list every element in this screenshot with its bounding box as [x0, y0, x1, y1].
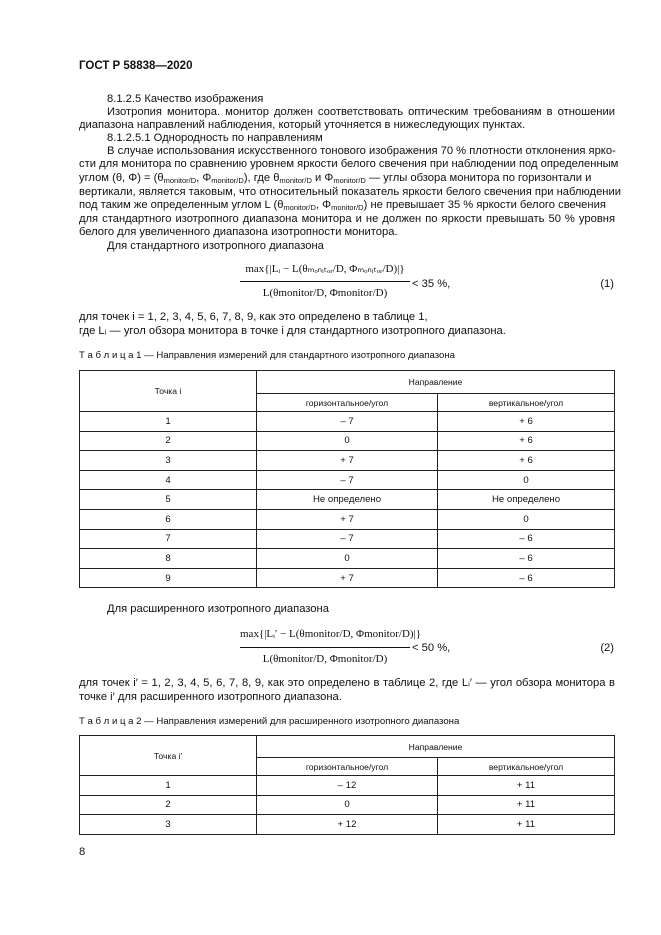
table-cell: – 12: [257, 776, 438, 796]
table-cell: 1: [80, 776, 257, 796]
table-cell: 6: [80, 509, 257, 529]
table-cell: + 11: [438, 815, 615, 835]
formula-denominator: L(θmonitor/D, Φmonitor/D): [262, 653, 388, 665]
table-cell: 0: [257, 431, 438, 451]
formula-number: (1): [600, 278, 614, 290]
table-cell: 3: [80, 451, 257, 471]
column-header-direction: Направление: [257, 736, 615, 758]
table-caption: Т а б л и ц а 1 — Направления измерений для стандартного изотропного диапазона: [79, 350, 455, 361]
table-cell: 3: [80, 815, 257, 835]
table-cell: 1: [80, 412, 257, 432]
formula-numerator: max{|Lᵢ′ − L(θmonitor/D, Φmonitor/D)|}: [240, 628, 422, 640]
table-cell: 0: [257, 795, 438, 815]
table-cell: + 11: [438, 795, 615, 815]
table-cell: 0: [438, 509, 615, 529]
table-cell: 8: [80, 549, 257, 569]
column-header-vertical: вертикальное/угол: [438, 758, 615, 776]
column-header-direction: Направление: [257, 371, 615, 394]
table-row: [80, 815, 615, 835]
table-row: [80, 470, 615, 490]
table-row: [80, 549, 615, 569]
paragraph-line: Изотропия монитора. монитор должен соответствовать оптическим требованиям в отношении: [107, 106, 615, 118]
table-cell: + 6: [438, 431, 615, 451]
paragraph-line: сти для монитора по сравнению уровнем яркости белого свечения при наблюдении под определенным: [79, 158, 619, 170]
table-row: [80, 568, 615, 588]
paragraph-line: углом (θ, $\Phi) = (\theta_{monitor/D}$, $\Phi_{monitor/D}$), где $\theta_{monitor/D}$ и $\Phi_{monitor/D}$ — углы обзора монитора по горизонтали и: [79, 172, 592, 185]
table-cell: + 6: [438, 412, 615, 432]
paragraph-line: для точек i′ = 1, 2, 3, 4, 5, 6, 7, 8, 9, как это определено в таблице 2, где Lᵢ′ — угол обзора монитора в: [79, 677, 615, 689]
table-row: [80, 795, 615, 815]
table-cell: + 12: [257, 815, 438, 835]
table-row: [80, 412, 615, 432]
fraction-bar: [240, 647, 410, 648]
table-caption: Т а б л и ц а 2 — Направления измерений для расширенного изотропного диапазона: [79, 716, 460, 727]
paragraph-line: для точек i = 1, 2, 3, 4, 5, 6, 7, 8, 9, как это определено в таблице 1,: [79, 311, 428, 323]
table-cell: 4: [80, 470, 257, 490]
subsection-title: 8.1.2.5.1 Однородность по направлениям: [107, 132, 323, 144]
table-cell: – 7: [257, 529, 438, 549]
paragraph-line: где Lᵢ — угол обзора монитора в точке i для стандартного изотропного диапазона.: [79, 325, 506, 337]
table-cell: – 6: [438, 529, 615, 549]
table-cell: + 11: [438, 776, 615, 796]
fraction-bar: [240, 281, 410, 282]
paragraph-line: вертикали, является таковым, что относительный показатель яркости белого свечения при наблюдении: [79, 186, 621, 198]
table-cell: 2: [80, 795, 257, 815]
paragraph-line: диапазона направлений наблюдения, который уточняется в нижеследующих пунктах.: [79, 119, 526, 131]
section-title: 8.1.2.5 Качество изображения: [107, 93, 264, 105]
formula-inequality: < 35 %,: [412, 278, 451, 290]
paragraph-line: точке i′ для расширенного изотропного диапазона.: [79, 691, 342, 703]
measurement-table-1: [79, 370, 615, 588]
column-header-point: Точка i: [80, 371, 257, 412]
paragraph-line: Для расширенного изотропного диапазона: [107, 603, 329, 615]
formula-numerator: max{|Lᵢ − L(θₘₒₙᵢₜₒᵣ/D, Φₘₒₙᵢₜₒᵣ/D)|}: [245, 263, 405, 275]
table-cell: – 6: [438, 568, 615, 588]
table-cell: – 6: [438, 549, 615, 569]
paragraph-line: для стандартного изотропного диапазона монитора и не должен по яркости превышать 50 % уровня: [79, 213, 615, 225]
column-header-vertical: вертикальное/угол: [438, 394, 615, 412]
column-header-horizontal: горизонтальное/угол: [257, 394, 438, 412]
table-cell: – 7: [257, 412, 438, 432]
paragraph-line: под таким же определенным углом L ($\theta_{monitor/D}$, $\Phi_{monitor/D}$) не превышает 35 % яркости белого свечения: [79, 199, 606, 212]
table-cell: – 7: [257, 470, 438, 490]
paragraph-line: В случае использования искусственного тонового изображения 70 % плотности отклонения ярко-: [107, 145, 616, 157]
table-cell: 9: [80, 568, 257, 588]
table-cell: + 7: [257, 509, 438, 529]
table-cell: Не определено: [438, 490, 615, 510]
table-row: [80, 431, 615, 451]
column-header-horizontal: горизонтальное/угол: [257, 758, 438, 776]
table-row: [80, 451, 615, 471]
table-cell: 0: [438, 470, 615, 490]
table-row: [80, 529, 615, 549]
table-cell: 2: [80, 431, 257, 451]
table-cell: 7: [80, 529, 257, 549]
table-row: [80, 509, 615, 529]
table-row: [80, 490, 615, 510]
paragraph-line: белого для увеличенного диапазона изотропности монитора.: [79, 226, 398, 238]
formula-inequality: < 50 %,: [412, 642, 451, 654]
formula-denominator: L(θmonitor/D, Φmonitor/D): [262, 287, 388, 299]
page-number: 8: [79, 846, 86, 858]
table-cell: 0: [257, 549, 438, 569]
table-cell: 5: [80, 490, 257, 510]
table-cell: + 7: [257, 451, 438, 471]
formula-number: (2): [600, 642, 614, 654]
table-cell: + 7: [257, 568, 438, 588]
formula-2: [240, 628, 422, 673]
formula-1: [240, 262, 410, 307]
table-cell: + 6: [438, 451, 615, 471]
document-code: ГОСТ Р 58838—2020: [79, 60, 193, 72]
measurement-table-2: [79, 735, 615, 835]
table-row: [80, 776, 615, 796]
column-header-point: Точка i′: [80, 736, 257, 776]
table-cell: Не определено: [257, 490, 438, 510]
paragraph-line: Для стандартного изотропного диапазона: [107, 240, 324, 252]
